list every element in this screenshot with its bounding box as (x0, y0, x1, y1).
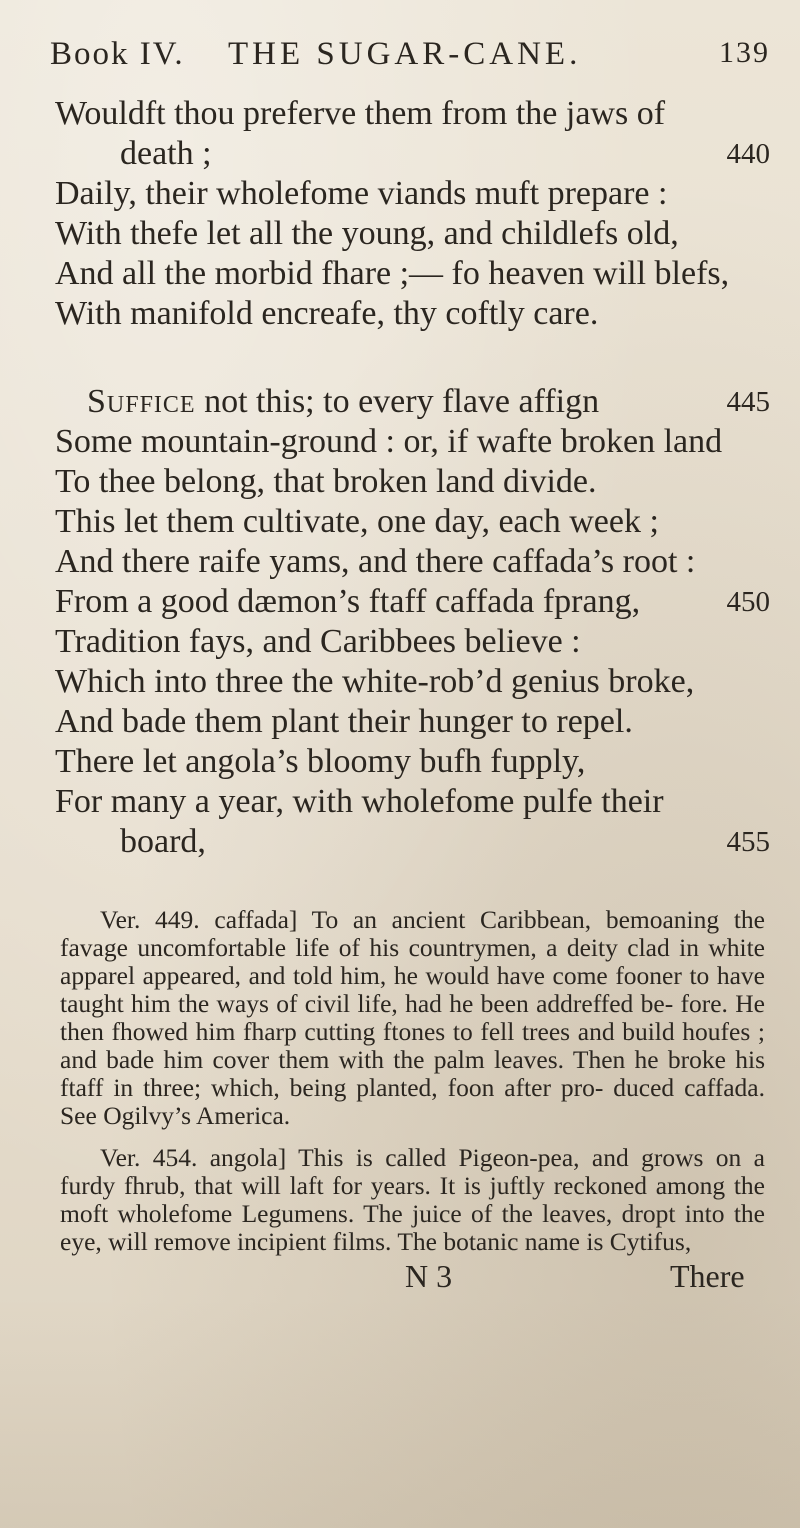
verse-text: There let angola’s bloomy bufh fupply, (55, 743, 586, 780)
verse-text: Daily, their wholefome viands muft prepare : (55, 175, 668, 212)
running-head (50, 36, 770, 76)
verse-line (55, 134, 770, 174)
verse-text: Wouldft thou preferve them from the jaws of (55, 95, 666, 132)
verse-text: With thefe let all the young, and childlefs old, (55, 215, 679, 252)
verse-text: Some mountain-ground : or, if wafte broken land (55, 423, 723, 460)
verse-line (55, 382, 770, 422)
line-number: 440 (726, 138, 770, 170)
verse-text: With manifold encreafe, thy coftly care. (55, 295, 599, 332)
verse-line (55, 702, 770, 742)
verse-text: not this; to every flave affign (195, 383, 600, 420)
line-number: 455 (726, 826, 770, 858)
verse-text: This let them cultivate, one day, each week ; (55, 503, 659, 540)
verse-lead-word: Suffice (87, 383, 196, 420)
verse-line (55, 214, 770, 254)
signature-mark: N 3 (405, 1258, 453, 1294)
catchword: There (670, 1258, 745, 1294)
verse-text: From a good dæmon’s ftaff caffada fprang, (55, 583, 641, 620)
book-label: Book IV. (50, 36, 185, 72)
verse-line (55, 782, 770, 822)
verse-text: Which into three the white-rob’d genius broke, (55, 663, 695, 700)
footnote: Ver. 454. angola] This is called Pigeon-pea, and grows on a furdy fhrub, that will laft for years. It is juftly reckoned among the moft wholefome Legumens. The juice of the leaves, dropt into the eye, will remove incipient films. The botanic name is Cytifus, (60, 1143, 765, 1256)
verse-line (55, 422, 770, 462)
verse-line (55, 542, 770, 582)
verse-line (55, 822, 770, 862)
catch-line (0, 1258, 800, 1298)
verse-text: To thee belong, that broken land divide. (55, 463, 597, 500)
page-title: THE SUGAR-CANE. (228, 36, 582, 72)
verse-line (55, 94, 770, 134)
verse-line (55, 622, 770, 662)
verse-line (55, 462, 770, 502)
verse-line (55, 294, 770, 334)
paper-stain (0, 1298, 800, 1528)
verse-line (55, 582, 770, 622)
verse-line (55, 662, 770, 702)
verse-text: And all the morbid fhare ;— fo heaven will blefs, (55, 255, 730, 292)
verse-line (55, 174, 770, 214)
verse-text: board, (120, 823, 206, 860)
verse-text: And bade them plant their hunger to repel. (55, 703, 633, 740)
page-number: 139 (719, 36, 770, 69)
line-number: 445 (726, 386, 770, 418)
footnote: Ver. 449. caffada] To an ancient Caribbean, bemoaning the favage uncomfortable life of his countrymen, a deity clad in white apparel appeared, and told him, he would have come fooner to have taught him the ways of civil life, had he been addreffed be- fore. He then fhowed him fharp cutting ftones to fell trees and build houfes ; and bade him cover them with the palm leaves. Then he broke his ftaff in three; which, being planted, foon after pro- duced caffada. See Ogilvy’s America. (60, 905, 765, 1130)
verse-line (55, 254, 770, 294)
verse-text: Tradition fays, and Caribbees believe : (55, 623, 581, 660)
verse-text: For many a year, with wholefome pulfe their (55, 783, 664, 820)
verse-text: And there raife yams, and there caffada’s root : (55, 543, 696, 580)
verse-line (55, 502, 770, 542)
verse-line (55, 742, 770, 782)
verse-text: death ; (120, 135, 212, 172)
line-number: 450 (726, 586, 770, 618)
